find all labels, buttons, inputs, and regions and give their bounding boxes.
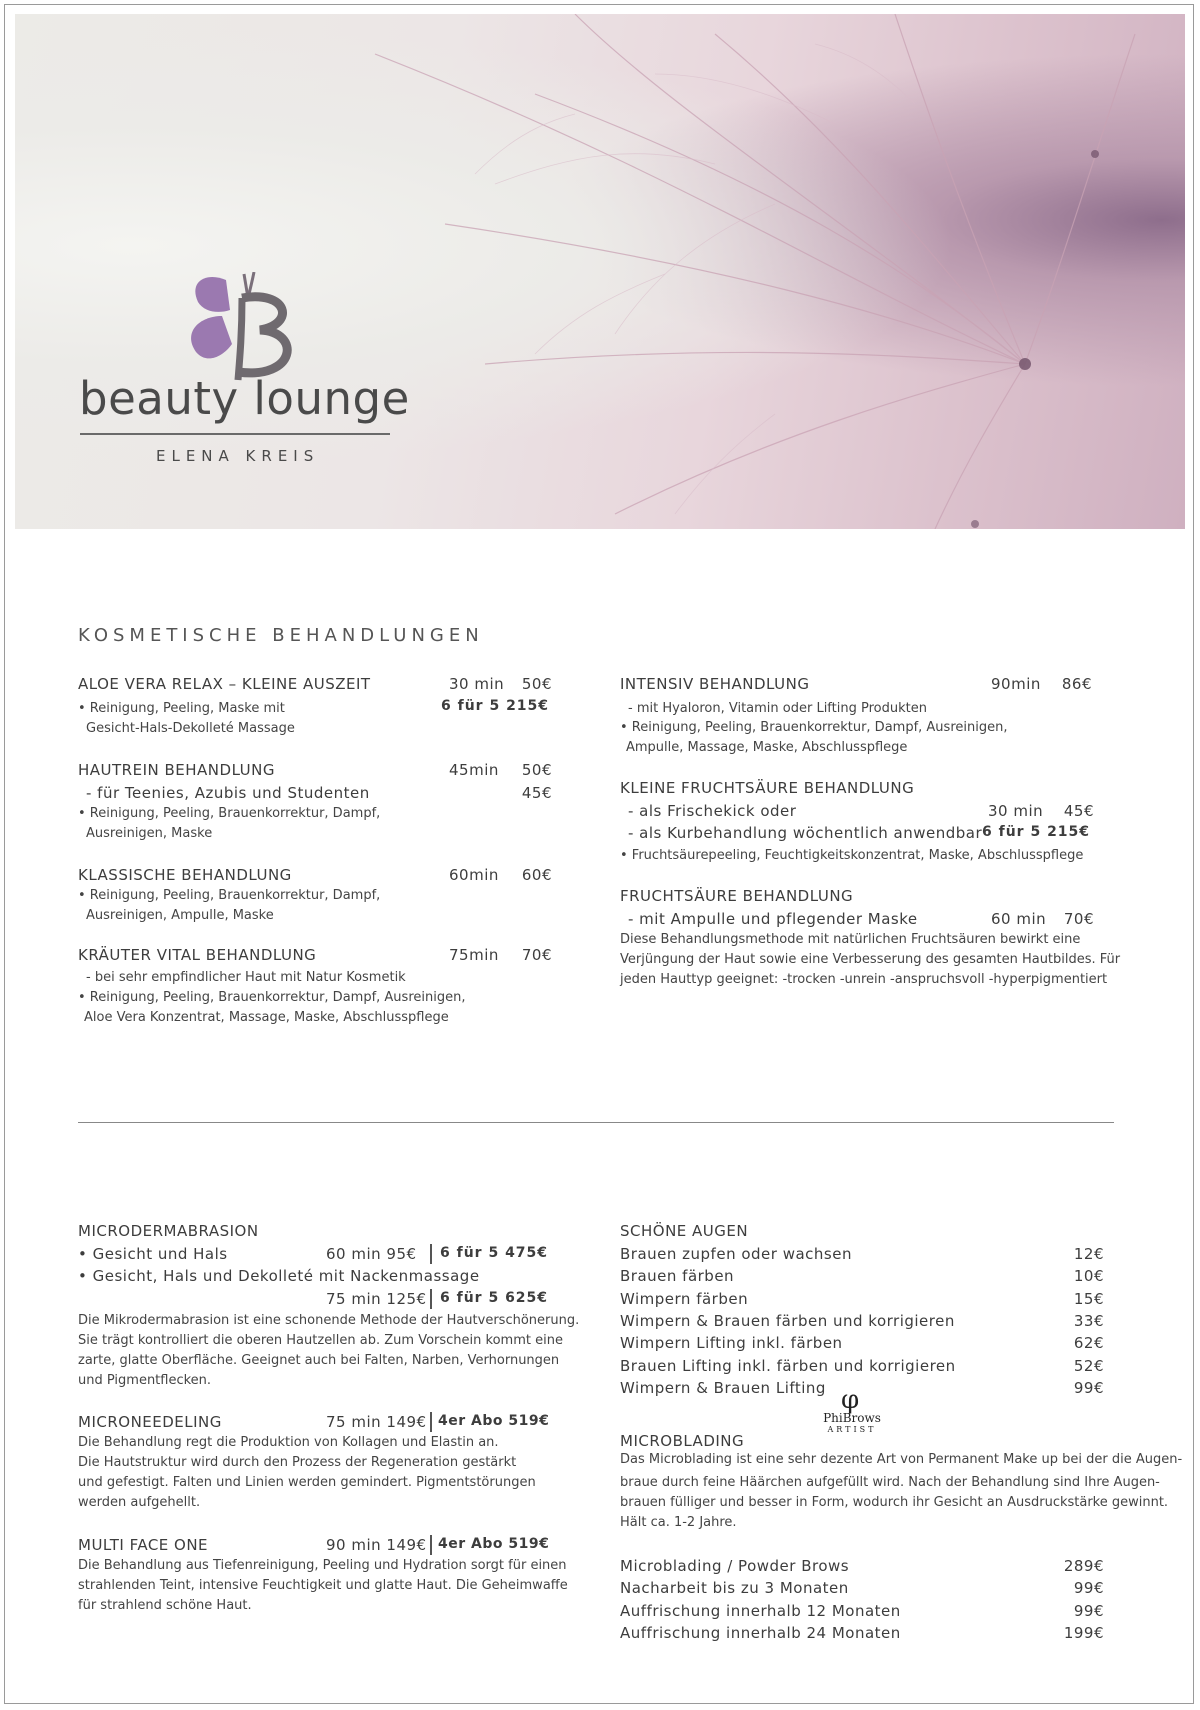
face-title: MULTI FACE ONE — [78, 1536, 209, 1554]
section-title: KOSMETISCHE BEHANDLUNGEN — [78, 625, 484, 646]
needle-desc-4: werden aufgehellt. — [78, 1495, 201, 1510]
augen-item-label: Brauen zupfen oder wachsen — [620, 1245, 852, 1263]
augen-item-label: Brauen färben — [620, 1267, 735, 1286]
augen-item-label: Wimpern Lifting inkl. färben — [620, 1334, 843, 1353]
hautrein-time: 45min — [449, 761, 499, 779]
needle-separator — [430, 1412, 432, 1432]
blading-item-label: Nacharbeit bis zu 3 Monaten — [620, 1579, 849, 1598]
augen-item-price: 33€ — [1073, 1311, 1104, 1330]
blading-item-label: Auffrischung innerhalb 12 Monaten — [620, 1601, 901, 1620]
blading-desc-2: braue durch feine Häärchen aufgefüllt wird. Nach der Behandlung sind Ihre Augen- — [620, 1475, 1160, 1490]
aloe-price: 50€ — [521, 675, 552, 693]
frucht-row-1: - mit Ampulle und pflegender Maske — [628, 910, 918, 928]
intensiv-title: INTENSIV BEHANDLUNG — [620, 675, 810, 693]
micro-desc-4: und Pigmentflecken. — [78, 1373, 212, 1388]
face-time-price: 90 min 149€ — [326, 1536, 427, 1554]
micro-row-1: • Gesicht und Hals — [78, 1245, 228, 1263]
micro-desc-1: Die Mikrodermabrasion ist eine schonende Methode der Hautverschönerung. — [78, 1313, 580, 1328]
micro-row-3-time-price: 75 min 125€ — [326, 1290, 427, 1308]
hautrein-price: 50€ — [521, 761, 552, 779]
face-desc-3: für strahlend schöne Haut. — [78, 1598, 252, 1613]
micro-title: MICRODERMABRASION — [78, 1222, 259, 1240]
hautrein-title: HAUTREIN BEHANDLUNG — [78, 761, 276, 779]
needle-desc-1: Die Behandlung regt die Produktion von Kollagen und Elastin an. — [78, 1435, 499, 1450]
face-desc-2: strahlenden Teint, intensive Feuchtigkeit und glatte Haut. Die Geheimwaffe — [78, 1578, 568, 1593]
frucht-row-1-price: 70€ — [1063, 910, 1094, 928]
klassisch-title: KLASSISCHE BEHANDLUNG — [78, 866, 292, 884]
intensiv-time: 90min — [991, 675, 1041, 693]
blading-desc-4: Hält ca. 1-2 Jahre. — [620, 1515, 737, 1530]
augen-item-price: 12€ — [1073, 1245, 1104, 1263]
blading-desc-3: brauen fülliger und besser in Form, wodurch ihr Gesicht an Ausdruckstärke gewinnt. — [620, 1495, 1169, 1510]
frucht-desc-3: jeden Hauttyp geeignet: -trocken -unrein -anspruchsvoll -hyperpigmentiert — [620, 972, 1108, 987]
needle-desc-2: Die Hautstruktur wird durch den Prozess der Regeneration gestärkt — [78, 1455, 517, 1470]
klassisch-price: 60€ — [521, 866, 552, 884]
face-desc-1: Die Behandlung aus Tiefenreinigung, Peeling und Hydration sorgt für einen — [78, 1558, 567, 1573]
section-divider — [78, 1122, 1114, 1123]
frucht-row-1-time: 60 min — [991, 910, 1047, 928]
augen-item-label: Wimpern färben — [620, 1289, 749, 1308]
augen-item-price: 15€ — [1073, 1289, 1104, 1308]
blading-item-price: 199€ — [1063, 1623, 1104, 1642]
blading-item-price: 289€ — [1063, 1557, 1104, 1575]
intensiv-line-2: Ampulle, Massage, Maske, Abschlusspflege — [626, 740, 908, 755]
aloe-package: 6 für 5 215€ — [441, 698, 550, 714]
augen-item-label: Wimpern & Brauen Lifting — [620, 1378, 826, 1397]
aloe-line-1: • Reinigung, Peeling, Maske mit — [78, 701, 285, 716]
augen-item-price: 62€ — [1073, 1334, 1104, 1353]
hero-image — [15, 14, 1185, 529]
klassisch-time: 60min — [449, 866, 499, 884]
micro-row-1-separator — [430, 1244, 432, 1264]
kraeuter-line-1: • Reinigung, Peeling, Brauenkorrektur, Dampf, Ausreinigen, — [78, 990, 466, 1005]
micro-desc-3: zarte, glatte Oberfläche. Geeignet auch bei Falten, Narben, Verhornungen — [78, 1353, 560, 1368]
brand-underline — [80, 433, 390, 435]
blading-title: MICROBLADING — [620, 1432, 745, 1450]
blading-item-price: 99€ — [1073, 1601, 1104, 1620]
blading-item-label: Auffrischung innerhalb 24 Monaten — [620, 1623, 901, 1642]
intensiv-sub: - mit Hyaloron, Vitamin oder Lifting Produkten — [628, 701, 927, 716]
kraeuter-price: 70€ — [521, 946, 552, 964]
blading-item-price: 99€ — [1073, 1579, 1104, 1598]
klassisch-line-1: • Reinigung, Peeling, Brauenkorrektur, Dampf, — [78, 888, 381, 903]
kraeuter-time: 75min — [449, 946, 499, 964]
hautrein-sub: - für Teenies, Azubis und Studenten — [86, 784, 370, 802]
needle-desc-3: und gefestigt. Falten und Linien werden gemindert. Pigmentstörungen — [78, 1475, 536, 1490]
aloe-time: 30 min — [449, 675, 505, 693]
brand-owner: ELENA KREIS — [156, 447, 320, 465]
augen-item-label: Brauen Lifting inkl. färben und korrigieren — [620, 1356, 956, 1375]
kraeuter-line-2: Aloe Vera Konzentrat, Massage, Maske, Abschlusspflege — [84, 1010, 449, 1025]
micro-desc-2: Sie trägt kontrolliert die oberen Hautzellen ab. Zum Vorschein kommt eine — [78, 1333, 563, 1348]
kleine-row-1-time: 30 min — [988, 802, 1044, 820]
needle-time-price: 75 min 149€ — [326, 1413, 427, 1431]
kleine-line-1: • Fruchtsäurepeeling, Feuchtigkeitskonzentrat, Maske, Abschlusspflege — [620, 848, 1084, 863]
phibrows-name: PhiBrows — [823, 1411, 881, 1425]
kleine-row-2-package: 6 für 5 215€ — [982, 824, 1091, 840]
micro-row-3-package: 6 für 5 625€ — [440, 1290, 549, 1306]
intensiv-line-1: • Reinigung, Peeling, Brauenkorrektur, Dampf, Ausreinigen, — [620, 720, 1008, 735]
kleine-row-1: - als Frischekick oder — [628, 802, 797, 820]
kleine-row-2: - als Kurbehandlung wöchentlich anwendbar — [628, 824, 983, 842]
augen-item-price: 52€ — [1073, 1356, 1104, 1375]
micro-row-3-separator — [430, 1289, 432, 1309]
augen-item-price: 99€ — [1073, 1378, 1104, 1397]
micro-row-1-package: 6 für 5 475€ — [440, 1245, 549, 1261]
face-separator — [430, 1535, 432, 1555]
micro-row-2: • Gesicht, Hals und Dekolleté mit Nackenmassage — [78, 1267, 480, 1285]
hautrein-line-2: Ausreinigen, Maske — [86, 826, 213, 841]
kraeuter-title: KRÄUTER VITAL BEHANDLUNG — [78, 946, 317, 964]
needle-package: 4er Abo 519€ — [438, 1413, 550, 1429]
hautrein-sub-price: 45€ — [521, 784, 552, 802]
kleine-row-1-price: 45€ — [1063, 802, 1094, 820]
blading-item-label: Microblading / Powder Brows — [620, 1557, 850, 1575]
kraeuter-sub: - bei sehr empfindlicher Haut mit Natur Kosmetik — [86, 970, 406, 985]
brand-name: beauty lounge — [79, 372, 410, 425]
blading-desc-1: Das Microblading ist eine sehr dezente Art von Permanent Make up bei der die Augen- — [620, 1452, 1183, 1467]
aloe-line-2: Gesicht-Hals-Dekolleté Massage — [86, 721, 295, 736]
klassisch-line-2: Ausreinigen, Ampulle, Maske — [86, 908, 274, 923]
aloe-title: ALOE VERA RELAX – KLEINE AUSZEIT — [78, 675, 371, 693]
phibrows-artist: ARTIST — [827, 1425, 877, 1434]
augen-title: SCHÖNE AUGEN — [620, 1222, 749, 1240]
phi-icon: φ — [841, 1385, 860, 1415]
phibrows-logo — [811, 1385, 893, 1434]
augen-item-label: Wimpern & Brauen färben und korrigieren — [620, 1311, 955, 1330]
frucht-desc-1: Diese Behandlungsmethode mit natürlichen Fruchtsäuren bewirkt eine — [620, 932, 1081, 947]
frucht-title: FRUCHTSÄURE BEHANDLUNG — [620, 887, 854, 905]
frucht-desc-2: Verjüngung der Haut sowie eine Verbesserung des gesamten Hautbildes. Für — [620, 952, 1121, 967]
butterfly-logo-icon — [178, 272, 308, 382]
hautrein-line-1: • Reinigung, Peeling, Brauenkorrektur, Dampf, — [78, 806, 381, 821]
intensiv-price: 86€ — [1061, 675, 1092, 693]
augen-item-price: 10€ — [1073, 1267, 1104, 1286]
micro-row-1-time-price: 60 min 95€ — [326, 1245, 417, 1263]
kleine-title: KLEINE FRUCHTSÄURE BEHANDLUNG — [620, 779, 915, 797]
face-package: 4er Abo 519€ — [438, 1536, 550, 1552]
needle-title: MICRONEEDELING — [78, 1413, 222, 1431]
